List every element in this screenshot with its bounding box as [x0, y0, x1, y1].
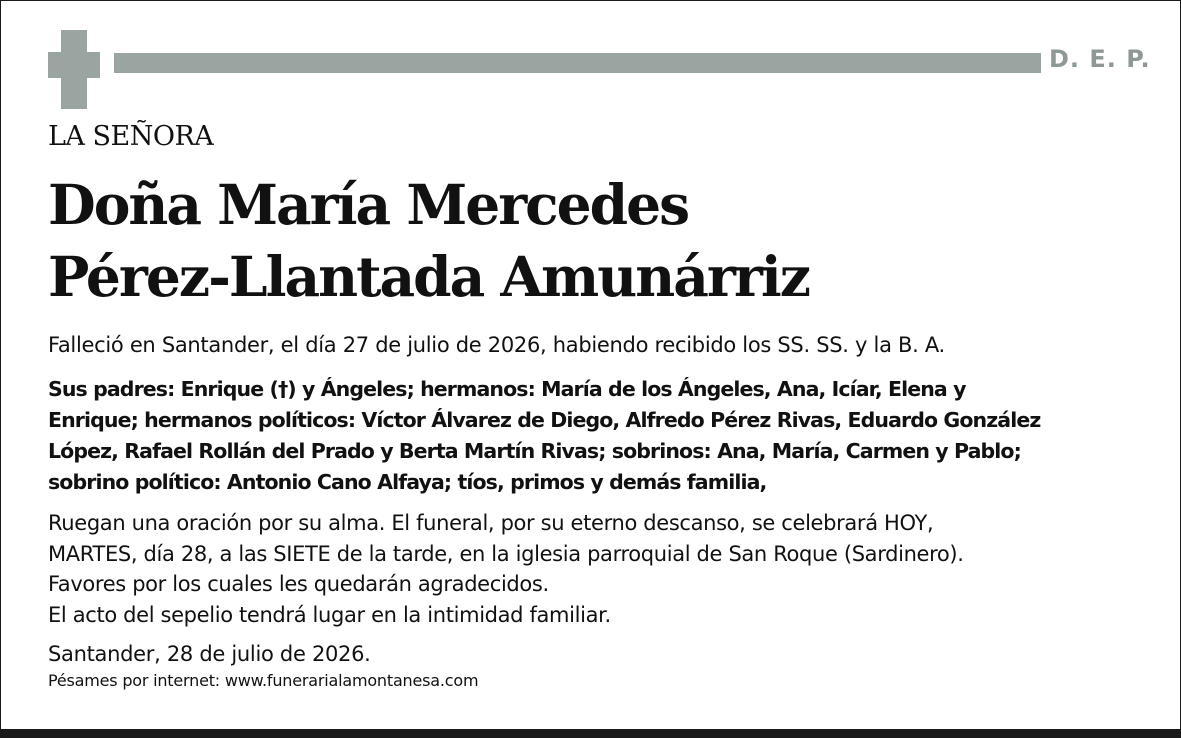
header-rule — [114, 53, 1041, 73]
place-date: Santander, 28 de julio de 2026. — [48, 642, 371, 666]
latin-cross-icon — [48, 30, 100, 109]
funeral-line: Ruegan una oración por su alma. El funeral, por su eterno descanso, se celebrará HOY, — [48, 511, 934, 535]
family-line: sobrino político: Antonio Cano Alfaya; tíos, primos y demás familia, — [48, 470, 767, 494]
family-list — [48, 374, 1138, 498]
family-line: López, Rafael Rollán del Prado y Berta Martín Rivas; sobrinos: Ana, María, Carmen y Pablo; — [48, 439, 1021, 463]
family-line: Enrique; hermanos políticos: Víctor Álvarez de Diego, Alfredo Pérez Rivas, Eduardo González — [48, 408, 1041, 432]
name-line-1: Doña María Mercedes — [48, 172, 689, 237]
funeral-line: El acto del sepelio tendrá lugar en la intimidad familiar. — [48, 602, 611, 627]
funeral-notice — [48, 508, 1148, 630]
condolences-link[interactable]: Pésames por internet: www.funerarialamontanesa.com — [48, 671, 479, 690]
death-notice: Falleció en Santander, el día 27 de julio de 2026, habiendo recibido los SS. SS. y la B. A. — [48, 333, 945, 357]
dep-label: D. E. P. — [1049, 45, 1151, 73]
name-line-2: Pérez-Llantada Amunárriz — [48, 244, 809, 309]
funeral-line: Favores por los cuales les quedarán agradecidos. — [48, 572, 549, 596]
family-line: Sus padres: Enrique (†) y Ángeles; hermanos: María de los Ángeles, Ana, Icíar, Elena y — [48, 377, 966, 401]
decedent-name — [48, 169, 809, 313]
honorific: LA SEÑORA — [48, 121, 214, 152]
funeral-line: MARTES, día 28, a las SIETE de la tarde, en la iglesia parroquial de San Roque (Sardinero). — [48, 541, 964, 566]
bottom-rule — [0, 729, 1181, 738]
